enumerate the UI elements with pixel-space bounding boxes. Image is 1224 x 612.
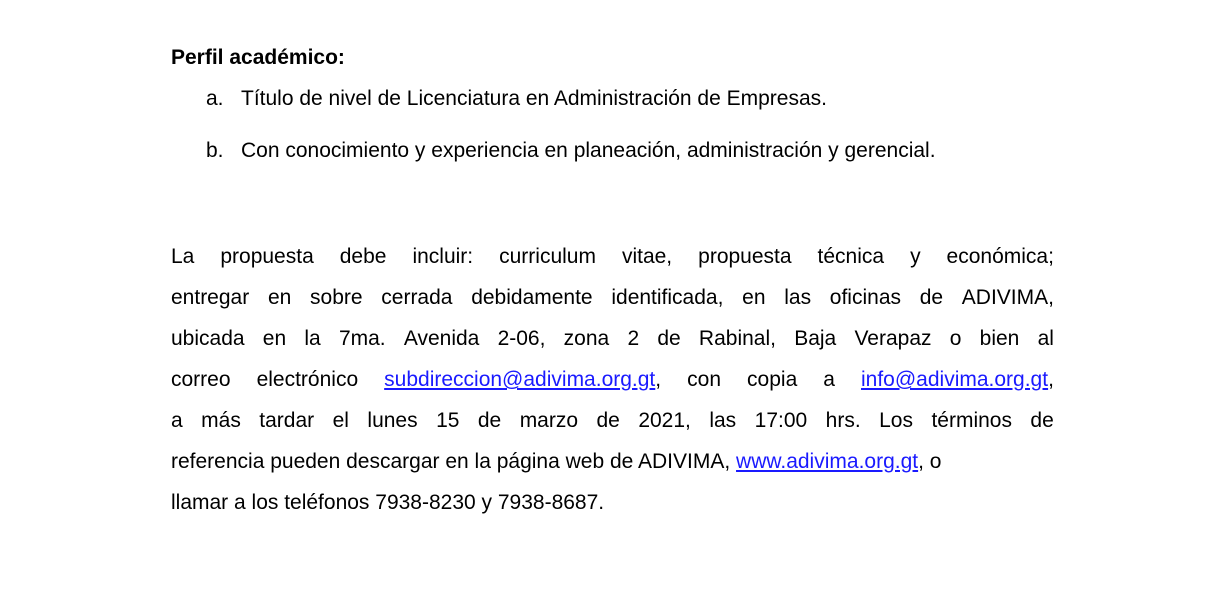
- list-item: [206, 137, 936, 165]
- paragraph-text: llamar a los teléfonos 7938-8230 y 7938-8687.: [171, 491, 605, 514]
- paragraph-word: entregar: [171, 286, 250, 309]
- paragraph-word: el: [332, 409, 349, 432]
- paragraph-word: de: [657, 327, 681, 350]
- paragraph-word: al: [1037, 327, 1054, 350]
- info-email-link[interactable]: info@adivima.org.gt: [861, 368, 1049, 391]
- paragraph-word: a: [171, 409, 183, 432]
- paragraph-word: a: [823, 368, 835, 391]
- email-link-wrapper: [384, 363, 661, 404]
- paragraph-word: Rabinal,: [698, 327, 776, 350]
- paragraph-word: curriculum: [499, 245, 596, 268]
- section-heading: Perfil académico:: [171, 46, 345, 69]
- paragraph-word: o: [949, 327, 962, 350]
- paragraph-word: electrónico: [256, 368, 359, 391]
- paragraph-word: términos: [931, 409, 1012, 432]
- paragraph-word: 2: [627, 327, 640, 350]
- paragraph-line: [171, 240, 1054, 281]
- paragraph-word: de: [596, 409, 620, 432]
- paragraph-word: 15: [436, 409, 460, 432]
- paragraph-word: debe: [339, 245, 387, 268]
- paragraph-word: de: [477, 409, 502, 432]
- paragraph-word: oficinas: [829, 286, 901, 309]
- paragraph-word: incluir:: [412, 245, 474, 268]
- paragraph-word: sobre: [310, 286, 363, 309]
- paragraph-word: ADIVIMA,: [961, 286, 1054, 309]
- paragraph-word: Avenida: [403, 327, 480, 350]
- paragraph-word: 2-06,: [497, 327, 546, 350]
- paragraph-word: Los: [879, 409, 913, 432]
- paragraph-word: de: [1030, 409, 1054, 432]
- paragraph-word: Baja: [794, 327, 837, 350]
- punctuation: ,: [655, 368, 662, 391]
- paragraph-line: [171, 363, 1054, 404]
- paragraph-word: las: [784, 286, 812, 309]
- paragraph-line: [171, 445, 1054, 486]
- list-item-text: Título de nivel de Licenciatura en Administración de Empresas.: [241, 87, 827, 110]
- website-link[interactable]: www.adivima.org.gt: [736, 450, 919, 473]
- paragraph-word: propuesta: [698, 245, 792, 268]
- subdireccion-email-link[interactable]: subdireccion@adivima.org.gt: [384, 368, 656, 391]
- paragraph-word: propuesta: [220, 245, 314, 268]
- paragraph-word: y: [910, 245, 921, 268]
- paragraph-text: , o: [918, 450, 942, 473]
- paragraph-line: [171, 281, 1054, 322]
- paragraph-word: hrs.: [825, 409, 861, 432]
- paragraph-word: Verapaz: [854, 327, 932, 350]
- list-item-text: Con conocimiento y experiencia en planeación, administración y gerencial.: [241, 139, 936, 162]
- body-paragraph: [171, 240, 1054, 527]
- paragraph-line: [171, 404, 1054, 445]
- paragraph-line: [171, 486, 1054, 527]
- paragraph-word: 17:00: [754, 409, 808, 432]
- punctuation: ,: [1048, 368, 1054, 391]
- paragraph-word: 2021,: [638, 409, 691, 432]
- paragraph-word: en: [267, 286, 292, 309]
- paragraph-word: más: [201, 409, 241, 432]
- paragraph-word: 7ma.: [338, 327, 386, 350]
- paragraph-word: de: [919, 286, 944, 309]
- list-marker: a.: [206, 87, 224, 110]
- paragraph-word: en: [742, 286, 766, 309]
- paragraph-word: las: [709, 409, 737, 432]
- paragraph-word: la: [304, 327, 321, 350]
- paragraph-text: referencia pueden descargar en la página web de ADIVIMA,: [171, 450, 731, 473]
- paragraph-word: técnica: [817, 245, 885, 268]
- paragraph-word: La: [171, 245, 195, 268]
- paragraph-word: identificada,: [611, 286, 724, 309]
- paragraph-word: en: [262, 327, 287, 350]
- paragraph-word: marzo: [519, 409, 579, 432]
- email-link-wrapper: [861, 363, 1054, 404]
- paragraph-word: tardar: [259, 409, 315, 432]
- paragraph-word: debidamente: [471, 286, 593, 309]
- paragraph-word: con: [687, 368, 722, 391]
- paragraph-word: zona: [563, 327, 610, 350]
- paragraph-word: cerrada: [381, 286, 453, 309]
- paragraph-word: bien: [979, 327, 1020, 350]
- paragraph-word: copia: [747, 368, 798, 391]
- paragraph-line: [171, 322, 1054, 363]
- list-item: [206, 85, 827, 113]
- paragraph-word: económica;: [946, 245, 1054, 268]
- list-marker: b.: [206, 139, 224, 162]
- paragraph-word: ubicada: [171, 327, 245, 350]
- paragraph-word: correo: [171, 368, 231, 391]
- paragraph-word: lunes: [367, 409, 418, 432]
- paragraph-word: vitae,: [621, 245, 673, 268]
